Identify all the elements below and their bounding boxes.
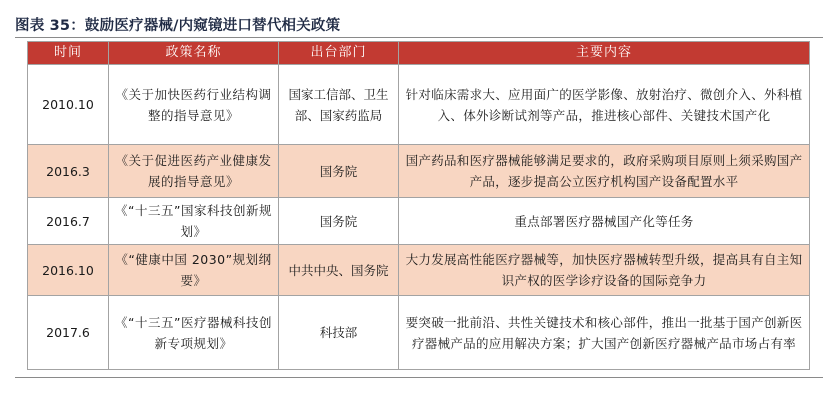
table-row: [28, 65, 810, 145]
row-policy-name: 《“十三五”国家科技创新规划》: [109, 198, 279, 245]
row-policy-name: 《关于促进医药产业健康发展的指导意见》: [109, 145, 279, 198]
table-bottom-divider: [15, 377, 823, 378]
row-department: 中共中央、国务院: [279, 245, 399, 296]
row-time: 2017.6: [28, 296, 109, 370]
header-department: 出台部门: [279, 42, 399, 65]
row-time: 2016.7: [28, 198, 109, 245]
table-header-row: [28, 42, 810, 65]
row-main-content: 国产药品和医疗器械能够满足要求的，政府采购项目原则上须采购国产产品，逐步提高公立医疗机构国产设备配置水平: [399, 145, 810, 198]
row-department: 科技部: [279, 296, 399, 370]
header-main-content: 主要内容: [399, 42, 810, 65]
row-time: 2016.10: [28, 245, 109, 296]
header-policy-name: 政策名称: [109, 42, 279, 65]
header-time: 时间: [28, 42, 109, 65]
row-department: 国务院: [279, 145, 399, 198]
row-main-content: 大力发展高性能医疗器械等，加快医疗器械转型升级，提高具有自主知识产权的医学诊疗设备的国际竞争力: [399, 245, 810, 296]
policy-table: [27, 41, 810, 370]
row-main-content: 重点部署医疗器械国产化等任务: [399, 198, 810, 245]
row-main-content: 要突破一批前沿、共性关键技术和核心部件，推出一批基于国产创新医疗器械产品的应用解决方案；扩大国产创新医疗器械产品市场占有率: [399, 296, 810, 370]
row-policy-name: 《“十三五”医疗器械科技创新专项规划》: [109, 296, 279, 370]
caption-divider: [15, 37, 823, 38]
row-department: 国务院: [279, 198, 399, 245]
table-row: [28, 296, 810, 370]
table-row: [28, 198, 810, 245]
row-time: 2016.3: [28, 145, 109, 198]
row-main-content: 针对临床需求大、应用面广的医学影像、放射治疗、微创介入、外科植入、体外诊断试剂等产品，推进核心部件、关键技术国产化: [399, 65, 810, 145]
table-row: [28, 245, 810, 296]
row-policy-name: 《“健康中国 2030”规划纲要》: [109, 245, 279, 296]
figure-caption: 图表 35：鼓励医疗器械/内窥镜进口替代相关政策: [15, 18, 341, 34]
table-row: [28, 145, 810, 198]
row-policy-name: 《关于加快医药行业结构调整的指导意见》: [109, 65, 279, 145]
row-time: 2010.10: [28, 65, 109, 145]
row-department: 国家工信部、卫生部、国家药监局: [279, 65, 399, 145]
